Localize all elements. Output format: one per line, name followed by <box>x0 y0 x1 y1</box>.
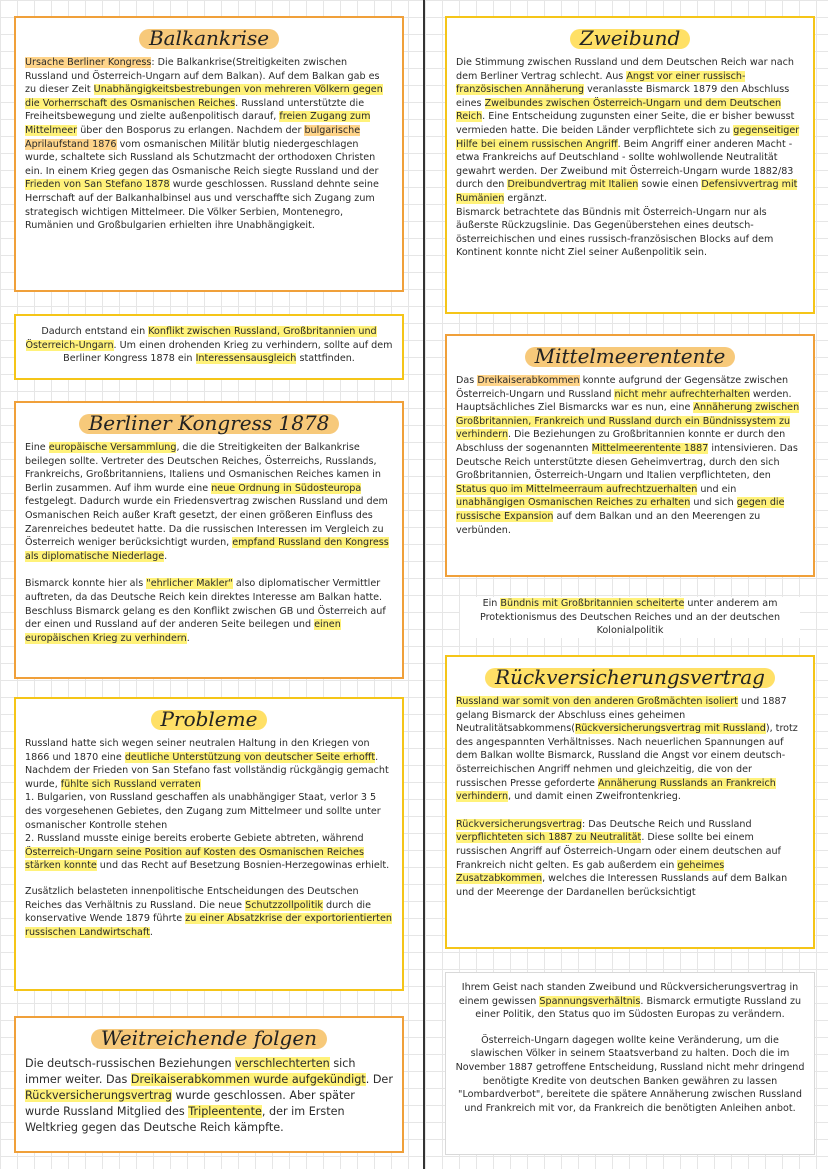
rueck-box <box>445 655 815 949</box>
schluss-text-2: Österreich-Ungarn dagegen wollte keine Veränderung, um die slawischen Völker in seinem Staatsverband zu halten. Doch die im November 1887 getroffene Entscheidung, Russland nicht mehr dringend benötigte Kredite von deutschen Banken gewähren zu lassen "Lombardverbot", bereitete die spätere Annäherung zwischen Russland und Frankreich mit vor, da Frankreich die benötigten Anleihen anbot. <box>455 1034 805 1114</box>
mittelmeer-text: Das Dreikaiserabkommen konnte aufgrund der Gegensätze zwischen Österreich-Ungarn und Russland nicht mehr aufrechterhalten werden. Hauptsächliches Ziel Bismarcks war es nun, eine Annäherung zwischen Großbritannien, Frankreich und Russland durch ein Bündnissystem zu verhindern. Die Beziehungen zu Großbritannien konnte er durch den Abschluss der sogenannten Mittelmeerentente 1887 intensivieren. Das Deutsche Reich unterstützte diesen Geheimvertrag, durch den sich Großbritannien, Österreich-Ungarn und Italien verpflichteten, den Status quo im Mittelmeerraum aufrechtzuerhalten und ein unabhängigen Osmanischen Reiches zu erhalten und sich gegen die russische Expansion auf dem Balkan und an den Meerengen zu verbünden. <box>456 375 800 536</box>
probleme-text-2: Zusätzlich belasteten innenpolitische Entscheidungen des Deutschen Reiches das Verhältnis zu Russland. Die neue Schutzzollpolitik durch die konservative Wende 1879 führte zu einer Absatzkrise der exportorientierten russischen Landwirtschaft. <box>25 885 392 938</box>
kongress-box <box>14 401 404 679</box>
mittelmeer-box <box>445 334 815 577</box>
buendnis-text: Ein Bündnis mit Großbritannien scheiterte unter anderem am Protektionismus des Deutschen Reiches und an der deutschen Kolonialpolitik <box>479 598 781 637</box>
buendnis-note <box>460 597 800 638</box>
kongress-text-1: Eine europäische Versammlung, die die Streitigkeiten der Balkankrise beilegen sollte. Vertreter des Deutschen Reiches, Österreichs, Russlands, Frankreichs, Großbritanniens, Italiens und Osmanischen Reiches kamen in Berlin zusammen. Auf ihm wurde eine neue Ordnung in Südosteuropa festgelegt. Dadurch wurde ein Friedensvertrag zwischen Russland und dem Osmanischen Reich außer Kraft gesetzt, der einen größeren Einfluss des Zarenreiches bedeutet hatte. Da die russischen Interessen im Vergleich zu Österreich weniger berücksichtigt wurden, empfand Russland den Kongress als diplomatische Niederlage. <box>25 442 389 562</box>
zweibund-text-2: Bismarck betrachtete das Bündnis mit Österreich-Ungarn nur als äußerste Rückzugslinie. Das Gegenüberstehen eines deutsch-österreichischen und eines russisch-französischen Blocks auf dem Kontinent konnte nicht Ziel seiner Außenpolitik sein. <box>456 206 774 259</box>
balkankrise-box <box>14 16 404 292</box>
folgen-box <box>14 1016 404 1153</box>
rueck-title: Rückversicherungsvertrag <box>456 665 804 689</box>
konflikt-box <box>14 314 404 380</box>
zweibund-title: Zweibund <box>456 26 804 50</box>
kongress-title: Berliner Kongress 1878 <box>25 411 393 435</box>
rueck-text-1: Russland war somit von den anderen Großmächten isoliert und 1887 gelang Bismarck der Abschluss eines geheimen Neutralitätsabkommens(Rückversicherungsvertrag mit Russland), trotz des angespannten Verhältnisses. Nach neuerlichen Spannungen auf dem Balkan wollte Bismarck, Russland die Angst vor einem deutsch-österreichischen Angriff nehmen und gleichzeitig, die von der russischen Presse geforderte Annäherung Russlands an Frankreich verhindern, und damit einen Zweifrontenkrieg. <box>456 696 798 803</box>
folgen-body <box>25 1056 393 1136</box>
schluss-box <box>445 972 815 1155</box>
balkankrise-title: Balkankrise <box>25 26 393 50</box>
kongress-text-2: Bismarck konnte hier als "ehrlicher Makler" also diplomatischer Vermittler auftreten, da das Deutsche Reich kein direktes Interesse am Balkan hatte. Beschluss Bismarck gelang es den Konflikt zwischen GB und Österreich auf der einen und Russland auf der anderen Seite beilegen und einen europäischen Krieg zu verhindern. <box>25 578 386 644</box>
balkankrise-text: Ursache Berliner Kongress: Die Balkankrise(Streitigkeiten zwischen Russland und Österreich-Ungarn auf dem Balkan). Auf dem Balkan gab es zu dieser Zeit Unabhängigkeitsbestrebungen von mehreren Völkern gegen die Vorherrschaft des Osmanischen Reiches. Russland unterstützte die Freiheitsbewegung und zielte außenpolitisch darauf, freien Zugang zum Mittelmeer über den Bosporus zu erlangen. Nachdem der bulgarische Aprilaufstand 1876 vom osmanischen Militär blutig niedergeschlagen wurde, schaltete sich Russland als Schutzmacht der orthodoxen Christen ein. In einem Krieg gegen das Osmanische Reich siegte Russland und der Frieden von San Stefano 1878 wurde geschlossen. Russland dehnte seine Herrschaft auf der Balkanhalbinsel aus und verschaffte sich Zugang zum strategisch wichtigen Mittelmeer. Die Völker Serbien, Montenegro, Rumänien und Großbulgarien erhielten ihre Unabhängigkeit. <box>25 57 383 232</box>
folgen-title: Weitreichende folgen <box>25 1026 393 1050</box>
probleme-list-item-2: 2. Russland musste einige bereits eroberte Gebiete abtreten, während Österreich-Ungarn seine Position auf Kosten des Osmanischen Reiches stärken konnte und das Recht auf Besetzung Bosnien-Herzegowinas erhielt. <box>25 833 390 872</box>
probleme-box <box>14 697 404 991</box>
konflikt-text: Dadurch entstand ein Konflikt zwischen Russland, Großbritannien und Österreich-Ungarn. Um einen drohenden Krieg zu verhindern, sollte auf dem Berliner Kongress 1878 ein Interessensausgleich stattfinden. <box>25 326 393 365</box>
probleme-title: Probleme <box>25 707 393 731</box>
column-divider <box>423 0 425 1169</box>
mittelmeer-title: Mittelmeerentente <box>456 344 804 368</box>
probleme-list-item-1: 1. Bulgarien, von Russland geschaffen als unabhängiger Staat, verlor 3 5 des vorgesehenen Gebietes, den Zugang zum Mittelmeer und sollte unter osmanischer Kontrolle stehen <box>25 792 381 831</box>
schluss-text-1: Ihrem Geist nach standen Zweibund und Rückversicherungsvertrag in einem gewissen Spannungsverhältnis. Bismarck ermutigte Russland zu einer Politik, den Status quo im Südosten Europas zu verändern. <box>458 982 802 1021</box>
folgen-text: Die deutsch-russischen Beziehungen verschlechterten sich immer weiter. Das Dreikaiserabkommen wurde aufgekündigt. Der Rückversicherungsvertrag wurde geschlossen. Aber später wurde Russland Mitglied des Tripleentente, der im Ersten Weltkrieg gegen das Deutsche Reich kämpfte. <box>25 1057 393 1134</box>
rueck-text-2: Rückversicherungsvertrag: Das Deutsche Reich und Russland verpflichteten sich 1887 zu Neutralität. Diese sollte bei einem russischen Angriff auf Österreich-Ungarn oder einem deutschen auf Frankreich nicht gelten. Es gab außerdem ein geheimes Zusatzabkommen, welches die Interessen Russlands auf dem Balkan und der Meerenge der Dardanellen berücksichtigt <box>456 818 788 898</box>
zweibund-box <box>445 16 815 314</box>
probleme-text-1: Russland hatte sich wegen seiner neutralen Haltung in den Kriegen von 1866 und 1870 eine deutliche Unterstützung von deutscher Seite erhofft. Nachdem der Frieden von San Stefano fast vollständig rückgängig gemacht wurde, fühlte sich Russland verraten <box>25 738 389 790</box>
zweibund-text-1: Die Stimmung zwischen Russland und dem Deutschen Reich war nach dem Berliner Vertrag schlecht. Aus Angst vor einer russisch-französischen Annäherung veranlasste Bismarck 1879 den Abschluss eines Zweibundes zwischen Österreich-Ungarn und dem Deutschen Reich. Eine Entscheidung zugunsten einer Seite, die er bisher bewusst vermieden hatte. Die beiden Länder verpflichtete sich zu gegenseitiger Hilfe bei einem russischen Angriff. Beim Angriff einer anderen Macht - etwa Frankreichs auf Deutschland - sollte wohlwollende Neutralität gewahrt werden. Der Zweibund mit Österreich-Ungarn wurde 1882/83 durch den Dreibundvertrag mit Italien sowie einen Defensivvertrag mit Rumänien ergänzt. <box>456 57 800 204</box>
